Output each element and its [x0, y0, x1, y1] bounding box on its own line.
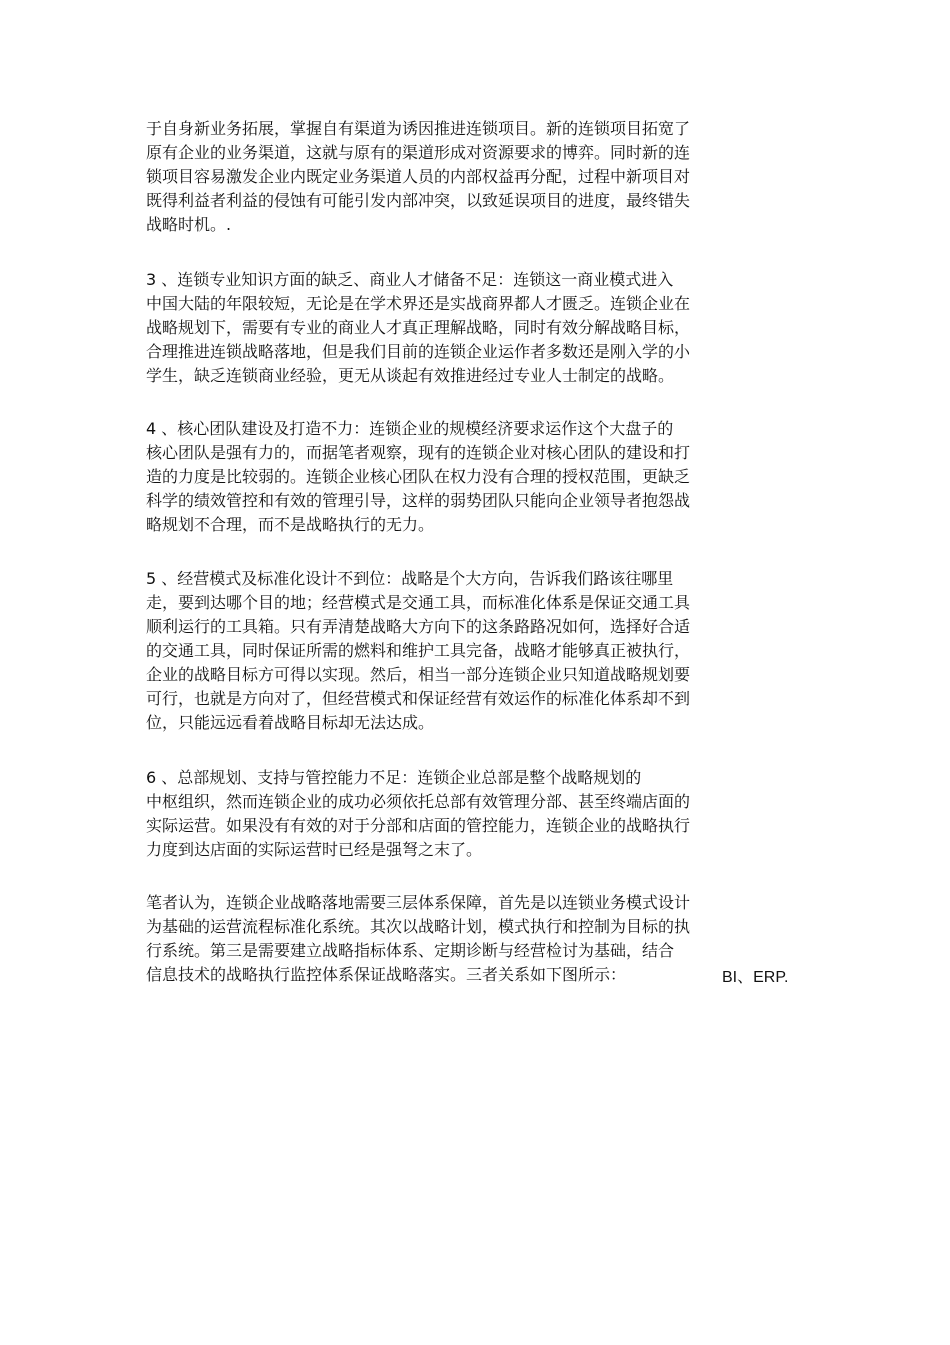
text-line: 核心团队是强有力的，而据笔者观察，现有的连锁企业对核心团队的建设和打 — [146, 443, 691, 462]
trailing-text: BI、ERP. — [722, 969, 789, 986]
text-line: 中国大陆的年限较短，无论是在学术界还是实战商界都人才匮乏。连锁企业在 — [146, 294, 691, 313]
text-line: 顺利运行的工具箱。只有弄清楚战略大方向下的这条路路况如何，选择好合适 — [146, 617, 691, 636]
text-line: 5 、经营模式及标准化设计不到位：战略是个大方向，告诉我们路该往哪里 — [146, 569, 674, 588]
paragraph-point-6 — [146, 766, 766, 862]
text-line: 企业的战略目标方可得以实现。然后，相当一部分连锁企业只知道战略规划要 — [146, 665, 691, 684]
text-line: 原有企业的业务渠道，这就与原有的渠道形成对资源要求的博弈。同时新的连 — [146, 143, 691, 162]
text-line: 略规划不合理，而不是战略执行的无力。 — [146, 515, 435, 534]
text-line: 中枢组织，然而连锁企业的成功必须依托总部有效管理分部、甚至终端店面的 — [146, 792, 691, 811]
text-line: 位，只能远远看着战略目标却无法达成。 — [146, 713, 435, 732]
text-line: 的交通工具，同时保证所需的燃料和维护工具完备，战略才能够真正被执行， — [146, 641, 691, 660]
text-line: 力度到达店面的实际运营时已经是强弩之末了。 — [146, 840, 483, 859]
text-line: 信息技术的战略执行监控体系保证战略落实。三者关系如下图所示： — [146, 965, 627, 984]
paragraph-point-3 — [146, 268, 766, 388]
text-line: 4 、核心团队建设及打造不力：连锁企业的规模经济要求运作这个大盘子的 — [146, 419, 674, 438]
text-line: 既得利益者利益的侵蚀有可能引发内部冲突，以致延误项目的进度，最终错失 — [146, 191, 691, 210]
text-line: 科学的绩效管控和有效的管理引导，这样的弱势团队只能向企业领导者抱怨战 — [146, 491, 691, 510]
text-line: 战略规划下，需要有专业的商业人才真正理解战略，同时有效分解战略目标， — [146, 318, 691, 337]
text-line: 走，要到达哪个目的地；经营模式是交通工具，而标准化体系是保证交通工具 — [146, 593, 691, 612]
text-line: 行系统。第三是需要建立战略指标体系、定期诊断与经营检讨为基础，结合 — [146, 941, 675, 960]
paragraph-point-5 — [146, 567, 766, 735]
text-line: 学生，缺乏连锁商业经验，更无从谈起有效推进经过专业人士制定的战略。 — [146, 366, 675, 385]
text-line: 战略时机。. — [146, 215, 232, 234]
text-line: 于自身新业务拓展，掌握自有渠道为诱因推进连锁项目。新的连锁项目拓宽了 — [146, 119, 691, 138]
text-line: 为基础的运营流程标准化系统。其次以战略计划，模式执行和控制为目标的执 — [146, 917, 691, 936]
paragraph-channel-conflict — [146, 117, 766, 237]
text-line: 6 、总部规划、支持与管控能力不足：连锁企业总部是整个战略规划的 — [146, 768, 642, 787]
paragraph-point-4 — [146, 417, 766, 537]
text-line: 笔者认为，连锁企业战略落地需要三层体系保障，首先是以连锁业务模式设计 — [146, 893, 691, 912]
text-line: 可行，也就是方向对了，但经营模式和保证经营有效运作的标准化体系却不到 — [146, 689, 691, 708]
text-line: 实际运营。如果没有有效的对于分部和店面的管控能力，连锁企业的战略执行 — [146, 816, 691, 835]
paragraph-conclusion — [146, 891, 766, 987]
text-line: 合理推进连锁战略落地，但是我们目前的连锁企业运作者多数还是刚入学的小 — [146, 342, 691, 361]
text-line: 锁项目容易激发企业内既定业务渠道人员的内部权益再分配，过程中新项目对 — [146, 167, 691, 186]
text-line: 3 、连锁专业知识方面的缺乏、商业人才储备不足：连锁这一商业模式进入 — [146, 270, 674, 289]
text-line: 造的力度是比较弱的。连锁企业核心团队在权力没有合理的授权范围，更缺乏 — [146, 467, 691, 486]
